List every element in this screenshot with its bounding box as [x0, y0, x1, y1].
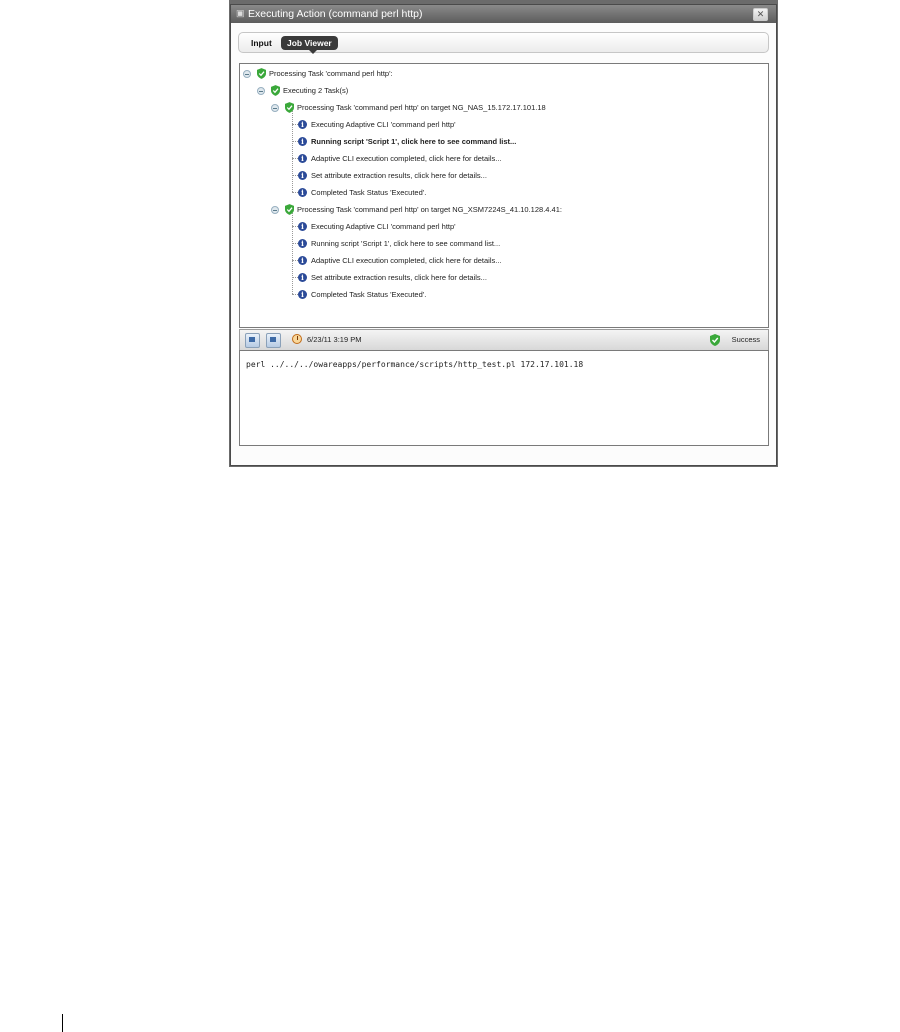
page-gutter-line	[62, 1014, 63, 1032]
info-icon: i	[298, 222, 307, 231]
info-icon: i	[298, 171, 307, 180]
collapse-toggle-icon[interactable]	[257, 87, 265, 95]
tree-node-label: Set attribute extraction results, click here for details...	[311, 171, 487, 180]
open-window-icon[interactable]	[266, 333, 281, 348]
tree-node-label: Executing Adaptive CLI 'command perl http'	[311, 222, 456, 231]
tree-node-label: Set attribute extraction results, click here for details...	[311, 273, 487, 282]
timestamp: 6/23/11 3:19 PM	[307, 335, 362, 344]
tree-node-label: Running script 'Script 1', click here to see command list...	[311, 239, 501, 248]
tree-node-label: Adaptive CLI execution completed, click here for details...	[311, 256, 502, 265]
status-text: Success	[731, 335, 760, 344]
executing-action-dialog	[230, 4, 777, 466]
collapse-toggle-icon[interactable]	[271, 104, 279, 112]
tree-node-label: Running script 'Script 1', click here to see command list...	[311, 137, 517, 146]
tree-node-label: Processing Task 'command perl http' on target NG_NAS_15.172.17.101.18	[297, 103, 546, 112]
tree-connector	[292, 210, 293, 294]
info-icon: i	[298, 239, 307, 248]
job-tree	[239, 63, 769, 328]
tree-node-label: Adaptive CLI execution completed, click here for details...	[311, 154, 502, 163]
tree-connector	[292, 108, 293, 192]
tree-node-label: Completed Task Status 'Executed'.	[311, 188, 427, 197]
info-icon: i	[298, 137, 307, 146]
command-output-text: perl ../../../owareapps/performance/scripts/http_test.pl 172.17.101.18	[246, 360, 584, 369]
tree-node-label: Executing 2 Task(s)	[283, 86, 349, 95]
clock-icon	[292, 334, 302, 344]
app-icon: ▣	[236, 8, 245, 18]
tree-node-label: Completed Task Status 'Executed'.	[311, 290, 427, 299]
success-shield-icon	[285, 102, 294, 113]
refresh-icon[interactable]	[245, 333, 260, 348]
success-shield-icon	[271, 85, 280, 96]
info-icon: i	[298, 273, 307, 282]
command-output[interactable]	[239, 350, 769, 446]
dialog-title: Executing Action (command perl http)	[248, 8, 423, 20]
success-shield-icon	[710, 334, 720, 346]
info-icon: i	[298, 120, 307, 129]
collapse-toggle-icon[interactable]	[243, 70, 251, 78]
tree-node-label: Processing Task 'command perl http':	[269, 69, 393, 78]
info-icon: i	[298, 256, 307, 265]
tree-node-label: Executing Adaptive CLI 'command perl http'	[311, 120, 456, 129]
tab-input[interactable]: Input	[251, 38, 272, 48]
tab-bar	[238, 32, 769, 53]
success-shield-icon	[257, 68, 266, 79]
close-icon[interactable]: ✕	[753, 8, 768, 21]
tree-node-label: Processing Task 'command perl http' on target NG_XSM7224S_41.10.128.4.41:	[297, 205, 562, 214]
info-icon: i	[298, 154, 307, 163]
collapse-toggle-icon[interactable]	[271, 206, 279, 214]
success-shield-icon	[285, 204, 294, 215]
info-icon: i	[298, 290, 307, 299]
tab-job-viewer[interactable]: Job Viewer	[281, 36, 338, 50]
title-bar[interactable]	[231, 5, 776, 23]
detail-toolbar	[239, 329, 769, 350]
info-icon: i	[298, 188, 307, 197]
